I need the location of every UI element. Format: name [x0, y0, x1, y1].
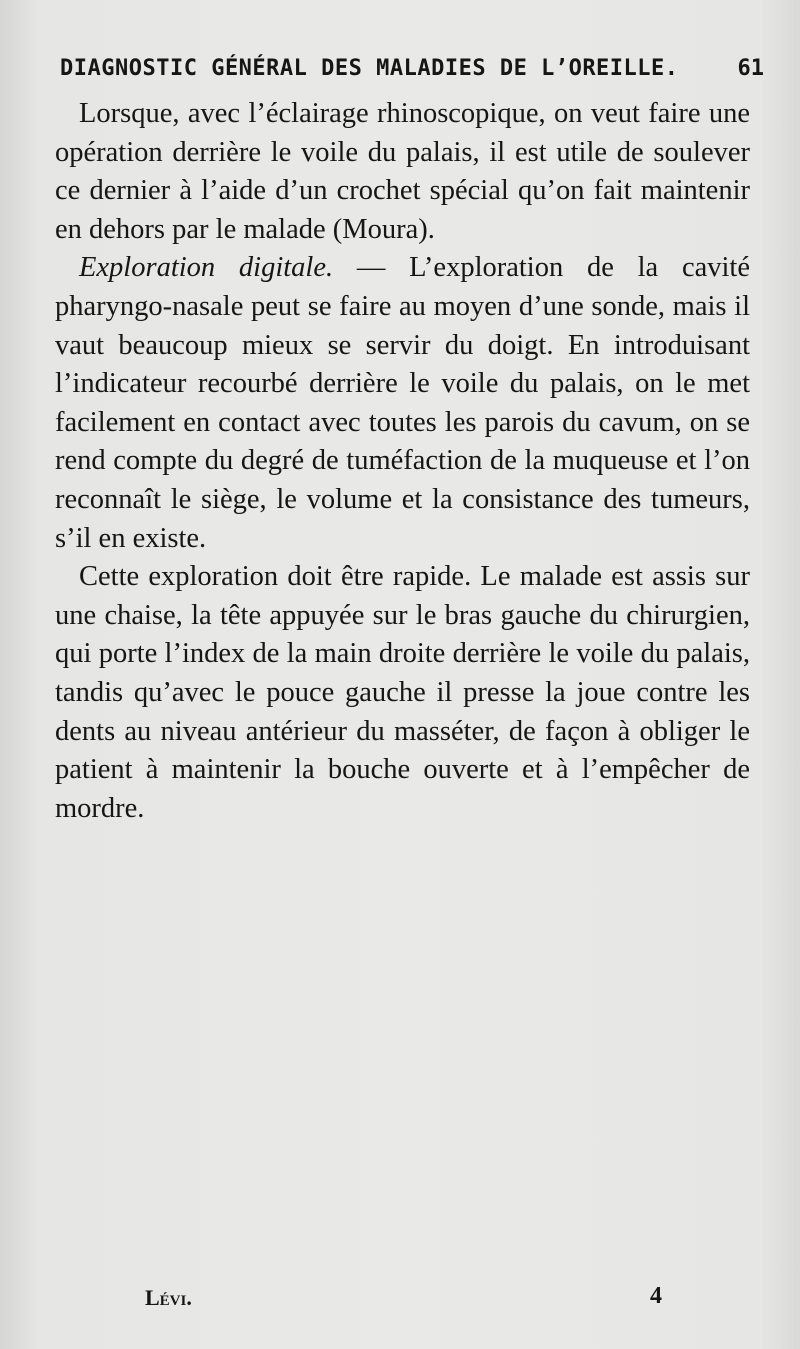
sheet-number: 4: [650, 1283, 662, 1309]
running-title: DIAGNOSTIC GÉNÉRAL DES MALADIES DE L’OREILLE.: [60, 56, 679, 81]
section-heading-digital-exploration: Exploration digitale.: [79, 252, 334, 284]
page-number: 61: [737, 56, 764, 81]
running-head: [60, 56, 770, 86]
paragraph-exploration-procedure: Cette exploration doit être rapide. Le malade est assis sur une chaise, la tête appuyée sur le bras gauche du chirurgien, qui porte l’index de la main droite derrière le voile du palais, tandis qu’avec le pouce gauche il presse la joue contre les dents au niveau antérieur du masséter, de façon à obliger le patient à maintenir la bouche ouverte et à l’empêcher de mordre.: [55, 561, 750, 824]
paragraph-rhinoscopic-lighting: Lorsque, avec l’éclairage rhinoscopique, on veut faire une opération derrière le voile du palais, il est utile de soulever ce dernier à l’aide d’un crochet spécial qu’on fait maintenir en dehors par le malade (Moura).: [55, 98, 750, 245]
body-text: [55, 95, 750, 828]
paragraph-digital-exploration: [55, 249, 750, 558]
paragraph-digital-exploration-text: — L’exploration de la cavité pharyngo-nasale peut se faire au moyen d’une sonde, mais il vaut beaucoup mieux se servir du doigt. En introduisant l’indicateur recourbé derrière le voile du palais, on le met facilement en contact avec toutes les parois du cavum, on se rend compte du degré de tuméfaction de la muqueuse et l’on reconnaît le siège, le volume et la consistance des tumeurs, s’il en existe.: [55, 252, 750, 554]
printer-signature: Lévi.: [145, 1285, 192, 1310]
